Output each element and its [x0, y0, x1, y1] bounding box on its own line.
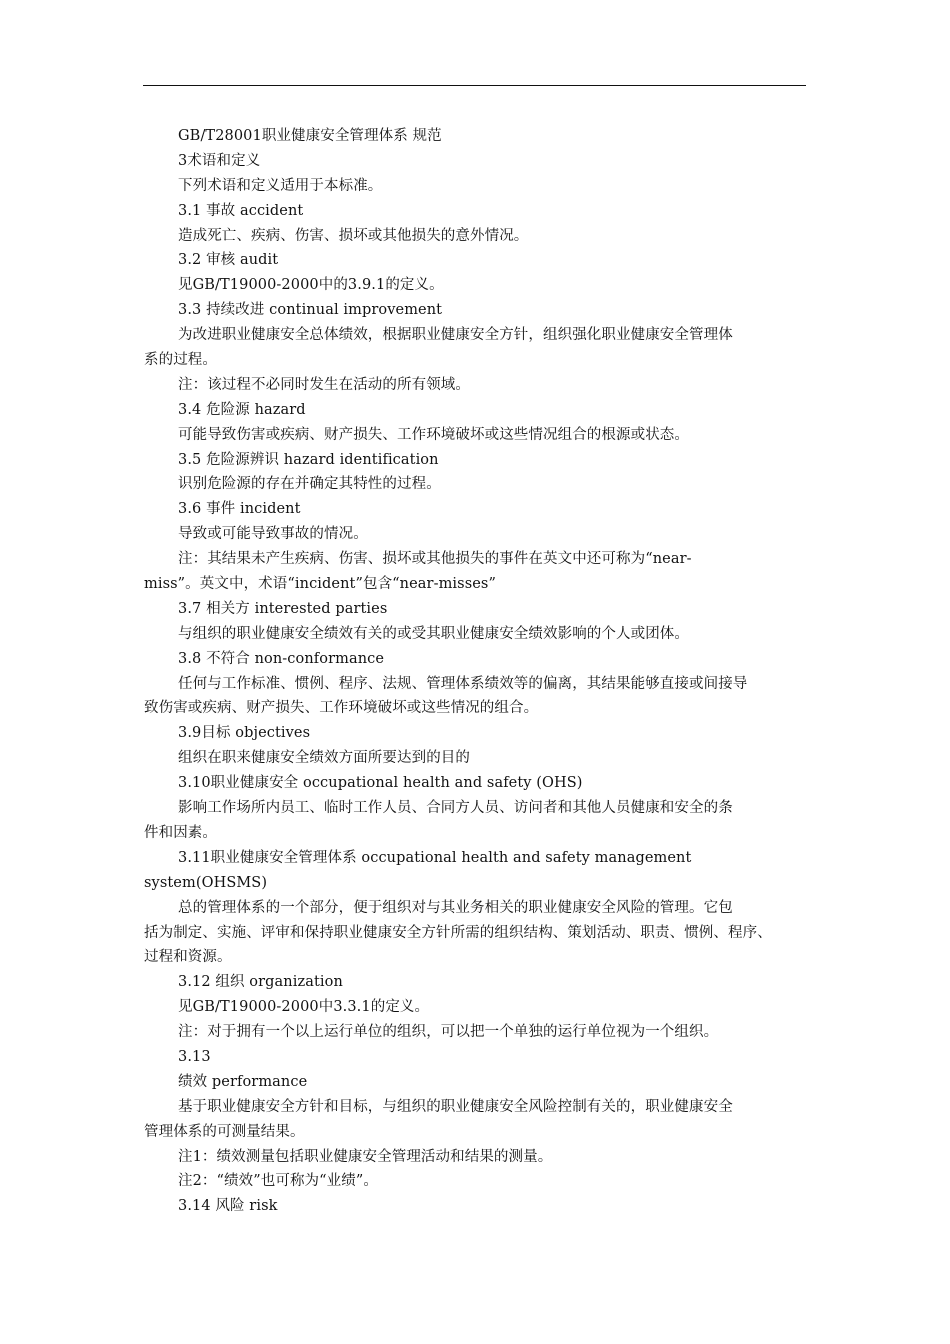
document-line: 3.6 事件 incident [178, 501, 301, 518]
document-line: 件和因素。 [144, 824, 217, 841]
document-body [144, 124, 816, 1219]
document-line: 3.13 [178, 1048, 211, 1065]
document-line: 与组织的职业健康安全绩效有关的或受其职业健康安全绩效影响的个人或团体。 [178, 625, 689, 642]
document-line: 注2：“绩效”也可称为“业绩”。 [178, 1173, 378, 1190]
document-line: 过程和资源。 [144, 949, 232, 966]
document-line: 3.11职业健康安全管理体系 occupational health and safety management [178, 849, 692, 866]
document-line: 3.5 危险源辨识 hazard identification [178, 451, 439, 468]
document-line: 3.9目标 objectives [178, 725, 311, 742]
document-line: 管理体系的可测量结果。 [144, 1123, 305, 1140]
document-line: 任何与工作标准、惯例、程序、法规、管理体系绩效等的偏离，其结果能够直接或间接导 [178, 675, 748, 692]
document-line: GB/T28001职业健康安全管理体系 规范 [178, 128, 442, 144]
document-line: 总的管理体系的一个部分，便于组织对与其业务相关的职业健康安全风险的管理。它包 [178, 899, 733, 916]
document-line: 3.14 风险 risk [178, 1198, 278, 1215]
document-line: 下列术语和定义适用于本标准。 [178, 177, 383, 194]
document-line: 系的过程。 [144, 352, 217, 369]
document-line: 造成死亡、疾病、伤害、损坏或其他损失的意外情况。 [178, 227, 529, 244]
document-line: 注：该过程不必同时发生在活动的所有领域。 [178, 376, 470, 393]
document-line: 导致或可能导致事故的情况。 [178, 526, 368, 543]
document-line: 3.4 危险源 hazard [178, 401, 306, 418]
document-line: 见GB/T19000-2000中3.3.1的定义。 [178, 999, 430, 1016]
document-line: 3.1 事故 accident [178, 202, 304, 219]
document-line: 3.7 相关方 interested parties [178, 600, 388, 617]
document-line: 注：其结果未产生疾病、伤害、损坏或其他损失的事件在英文中还可称为“near- [178, 551, 692, 568]
document-line: 可能导致伤害或疾病、财产损失、工作环境破坏或这些情况组合的根源或状态。 [178, 426, 689, 443]
header-rule [143, 85, 806, 86]
document-line: 3.3 持续改进 continual improvement [178, 302, 443, 319]
document-line: 3.12 组织 organization [178, 974, 343, 991]
document-line: 注1：绩效测量包括职业健康安全管理活动和结果的测量。 [178, 1148, 553, 1165]
document-line: 3术语和定义 [178, 152, 261, 169]
document-line: 注：对于拥有一个以上运行单位的组织，可以把一个单独的运行单位视为一个组织。 [178, 1024, 719, 1041]
document-line: 组织在职来健康安全绩效方面所要达到的目的 [178, 750, 470, 767]
document-line: 3.10职业健康安全 occupational health and safety (OHS) [178, 775, 583, 792]
document-line: miss”。英文中，术语“incident”包含“near-misses” [144, 576, 496, 593]
document-line: 基于职业健康安全方针和目标，与组织的职业健康安全风险控制有关的，职业健康安全 [178, 1098, 733, 1115]
document-line: 见GB/T19000-2000中的3.9.1的定义。 [178, 277, 444, 294]
document-line: system(OHSMS) [144, 874, 268, 891]
document-line: 致伤害或疾病、财产损失、工作环境破坏或这些情况的组合。 [144, 700, 539, 717]
document-line: 绩效 performance [178, 1073, 308, 1090]
document-line: 为改进职业健康安全总体绩效，根据职业健康安全方针，组织强化职业健康安全管理体 [178, 327, 733, 344]
document-line: 括为制定、实施、评审和保持职业健康安全方针所需的组织结构、策划活动、职责、惯例、程序、 [144, 924, 772, 941]
document-line: 3.8 不符合 non-conformance [178, 650, 385, 667]
document-line: 影响工作场所内员工、临时工作人员、合同方人员、访问者和其他人员健康和安全的条 [178, 800, 733, 817]
document-line: 识别危险源的存在并确定其特性的过程。 [178, 476, 441, 493]
document-line: 3.2 审核 audit [178, 252, 279, 269]
